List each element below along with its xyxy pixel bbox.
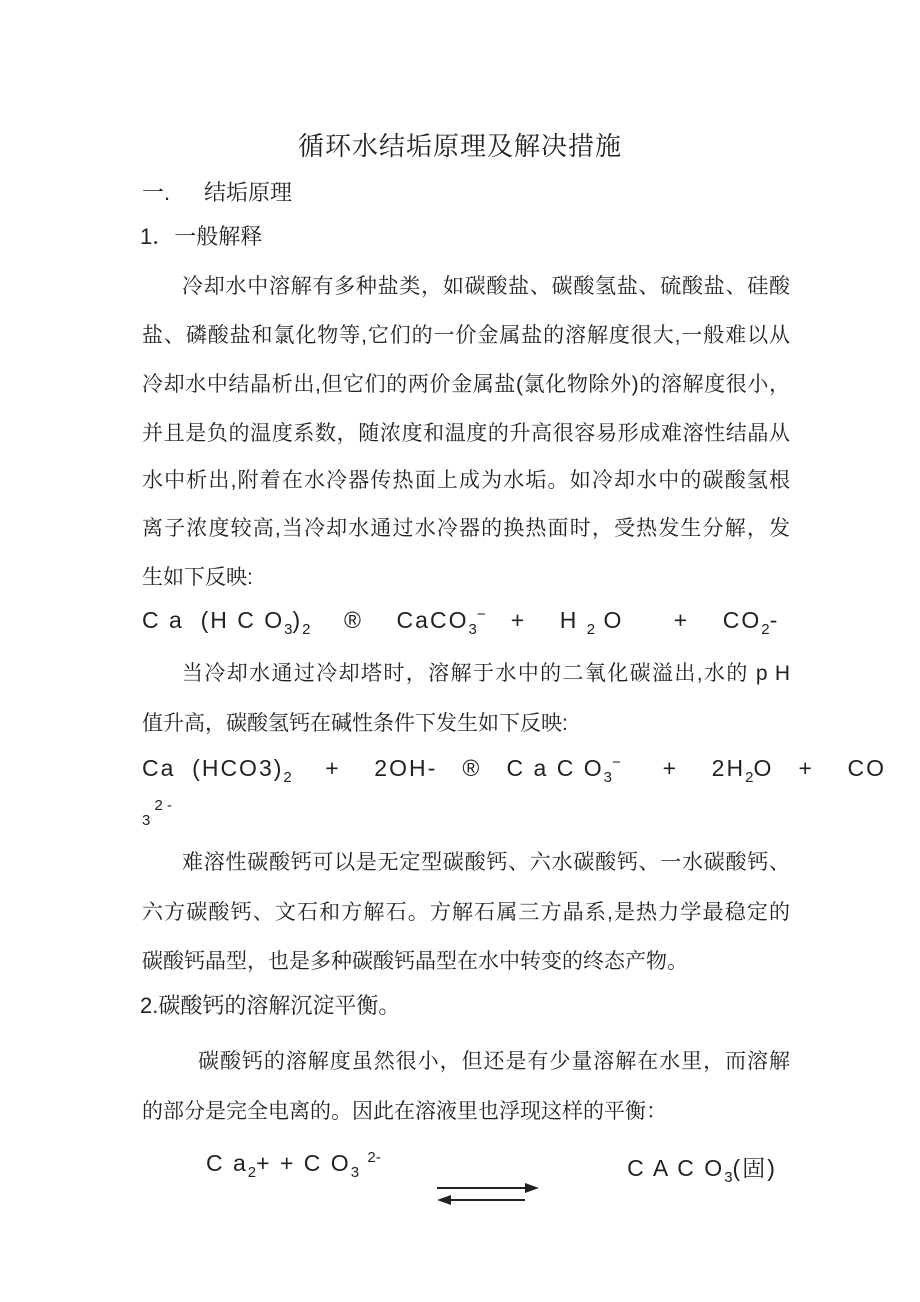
section-title: 结垢原理 [204,180,293,205]
paragraph-line: 生如下反映: [142,566,253,589]
subsection-heading-1: 1．一般解释 [140,224,263,249]
paragraph-line: 并且是负的温度系数，随浓度和温度的升高很容易形成难溶性结晶从 [142,422,790,445]
subsection-heading-2: 2.碳酸钙的溶解沉淀平衡。 [140,993,401,1018]
paragraph-line: 六方碳酸钙、文石和方解石。方解石属三方晶系,是热力学最稳定的 [142,901,790,924]
paragraph-line: 盐、磷酸盐和氯化物等,它们的一价金属盐的溶解度很大,一般难以从 [142,324,790,347]
chemical-equation-1: C a (H C $O_3)_2$ ® CaCO$_3$− + H $_2$ O + $CO_2-$ [142,606,780,638]
paragraph-line: 值升高，碳酸氢钙在碱性条件下发生如下反映: [142,712,568,735]
equation3-left-side: C $a_2+ + C$ $O_3$ $^{2-}$ [206,1149,381,1181]
section-number: 一. [142,180,171,205]
chemical-equation-2: Ca $(HCO3)_2$ + 2OH- ® C a C $O_3^-$ + $2H_2O$ + CO [142,754,886,786]
paragraph-line: 冷却水中结晶析出,但它们的两价金属盐(氯化物除外)的溶解度很小， [142,373,790,396]
paragraph-line: 碳酸钙的溶解度虽然很小，但还是有少量溶解在水里，而溶解 [198,1050,790,1073]
equation3-right-side: C A C $O_3$(固) [627,1155,777,1186]
paragraph-line: 当冷却水通过冷却塔时，溶解于水中的二氧化碳溢出,水的 p H [182,662,790,685]
paragraph-line: 难溶性碳酸钙可以是无定型碳酸钙、六水碳酸钙、一水碳酸钙、 [182,851,790,874]
document-title: 循环水结垢原理及解决措施 [297,131,622,161]
paragraph-line: 离子浓度较高,当冷却水通过水冷器的换热面时，受热发生分解，发 [142,517,790,540]
section-heading-1 [142,176,790,207]
chemical-equation-2-continued: $_3$ $^{2 -}$ [142,797,173,829]
paragraph-line: 冷却水中溶解有多种盐类，如碳酸盐、碳酸氢盐、硫酸盐、硅酸 [182,275,790,298]
paragraph-line: 水中析出,附着在水冷器传热面上成为水垢。如冷却水中的碳酸氢根 [142,469,790,492]
equilibrium-arrows-icon [385,1152,539,1242]
paragraph-line: 的部分是完全电离的。因此在溶液里也浮现这样的平衡： [142,1100,667,1123]
paragraph-line: 碳酸钙晶型，也是多种碳酸钙晶型在水中转变的终态产物。 [142,950,688,973]
chemical-equation-3 [142,1150,777,1242]
